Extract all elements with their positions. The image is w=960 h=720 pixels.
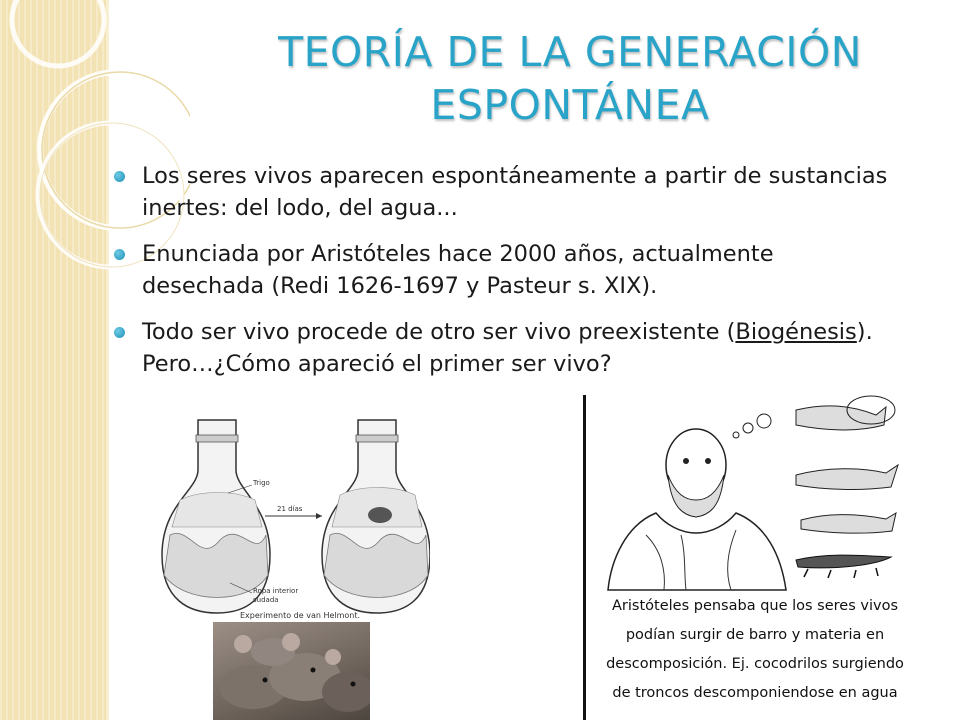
title-line-2: ESPONTÁNEA: [430, 81, 710, 129]
bullet-dot-icon: [114, 249, 125, 260]
mice-drawing: [213, 622, 370, 720]
title-line-1: TEORÍA DE LA GENERACIÓN: [278, 28, 862, 76]
label-ropa: Ropa interior: [253, 587, 299, 595]
bullet-text-post: ). Pero…¿Cómo apareció el primer ser vivo?: [142, 319, 873, 377]
van-helmont-illustration: [140, 415, 430, 625]
bullet-dot-icon: [114, 171, 125, 182]
slide-title: [190, 26, 950, 132]
bullet-text: Enunciada por Aristóteles hace 2000 años, actualmente desechada (Redi 1626-1697 y Pasteur s. XIX).: [142, 241, 774, 299]
bullet-text-pre: Todo ser vivo procede de otro ser vivo preexistente (: [142, 319, 736, 345]
bullet-item: [114, 316, 894, 380]
bullet-list: [114, 160, 894, 394]
aristotle-caption-line: Aristóteles pensaba que los seres vivos: [612, 598, 898, 614]
aristotle-caption: [595, 592, 915, 708]
bullet-text: Los seres vivos aparecen espontáneamente a partir de sustancias inertes: del lodo, del agua...: [142, 163, 888, 221]
van-helmont-caption: Experimento de van Helmont.: [240, 611, 361, 620]
aristotle-caption-line: podían surgir de barro y materia en: [625, 627, 885, 643]
label-trigo: Trigo: [253, 479, 270, 487]
bullet-item: [114, 238, 894, 302]
bullet-dot-icon: [114, 327, 125, 338]
aristotle-drawing: [586, 395, 921, 595]
mice-photo: [213, 622, 370, 720]
label-sudada: sudada: [253, 596, 279, 604]
label-days: 21 días: [277, 505, 303, 513]
biogenesis-term: Biogénesis: [735, 319, 857, 345]
aristotle-caption-line: descomposición. Ej. cocodrilos surgiendo: [606, 656, 904, 672]
aristotle-caption-line: de troncos descomponiendose en agua: [612, 685, 898, 701]
bullet-item: [114, 160, 894, 224]
